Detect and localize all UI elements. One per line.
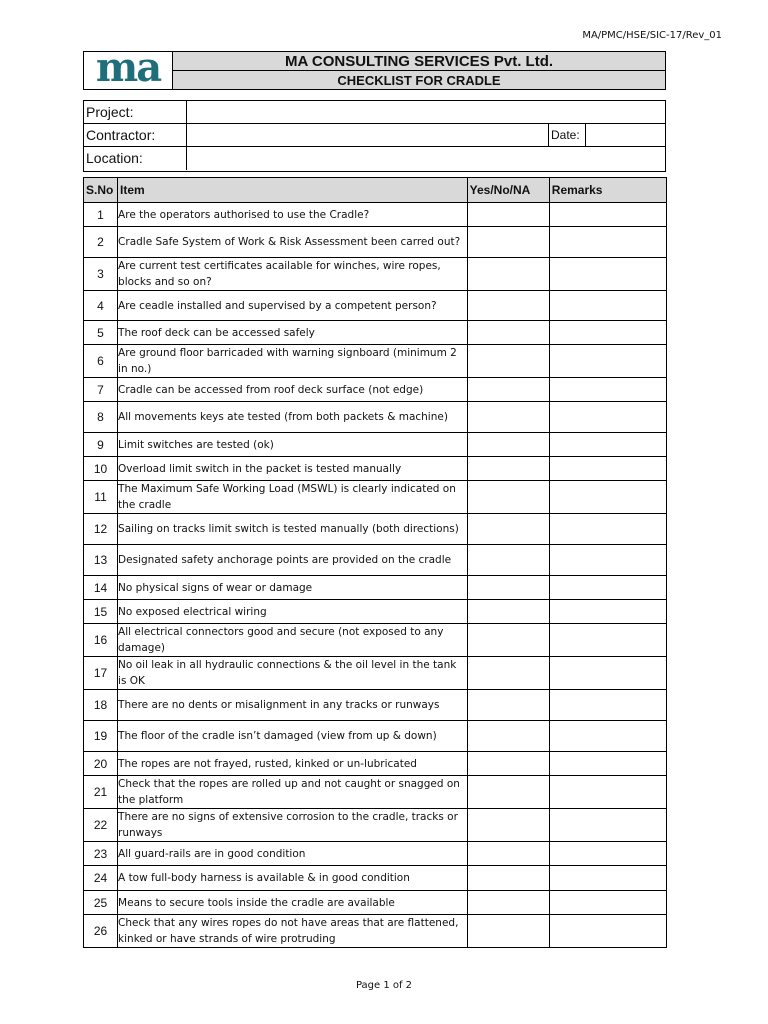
row-yes-no-na-cell[interactable] (467, 203, 549, 227)
row-remarks-cell[interactable] (549, 721, 666, 752)
row-item: The Maximum Safe Working Load (MSWL) is clearly indicated on the cradle (118, 481, 468, 514)
table-row (84, 514, 667, 545)
row-yes-no-na-cell[interactable] (467, 891, 549, 915)
row-yes-no-na-cell[interactable] (467, 866, 549, 891)
date-field[interactable] (586, 124, 665, 146)
company-logo (84, 52, 173, 89)
project-label: Project: (84, 101, 187, 123)
table-row (84, 345, 667, 378)
row-item: Check that any wires ropes do not have areas that are flattened, kinked or have strands of wire protruding (118, 915, 468, 948)
row-sno: 8 (84, 402, 118, 433)
row-item: Cradle can be accessed from roof deck surface (not edge) (118, 378, 468, 402)
row-item: No oil leak in all hydraulic connections & the oil level in the tank is OK (118, 657, 468, 690)
row-remarks-cell[interactable] (549, 600, 666, 624)
row-sno: 19 (84, 721, 118, 752)
row-yes-no-na-cell[interactable] (467, 227, 549, 258)
location-row (84, 147, 665, 170)
table-row (84, 721, 667, 752)
row-sno: 17 (84, 657, 118, 690)
table-row (84, 545, 667, 576)
table-row (84, 891, 667, 915)
row-remarks-cell[interactable] (549, 402, 666, 433)
row-item: There are no signs of extensive corrosion to the cradle, tracks or runways (118, 809, 468, 842)
row-item: A tow full-body harness is available & in good condition (118, 866, 468, 891)
location-label: Location: (84, 147, 187, 170)
row-yes-no-na-cell[interactable] (467, 690, 549, 721)
row-yes-no-na-cell[interactable] (467, 433, 549, 457)
row-remarks-cell[interactable] (549, 657, 666, 690)
row-item: Cradle Safe System of Work & Risk Assessment been carred out? (118, 227, 468, 258)
row-sno: 12 (84, 514, 118, 545)
row-remarks-cell[interactable] (549, 514, 666, 545)
table-row (84, 203, 667, 227)
row-remarks-cell[interactable] (549, 842, 666, 866)
row-sno: 18 (84, 690, 118, 721)
table-row (84, 915, 667, 948)
row-remarks-cell[interactable] (549, 752, 666, 776)
row-sno: 21 (84, 776, 118, 809)
row-yes-no-na-cell[interactable] (467, 721, 549, 752)
table-row (84, 321, 667, 345)
row-item: The floor of the cradle isn’t damaged (view from up & down) (118, 721, 468, 752)
table-row (84, 776, 667, 809)
table-header-row (84, 178, 667, 203)
row-yes-no-na-cell[interactable] (467, 776, 549, 809)
row-yes-no-na-cell[interactable] (467, 481, 549, 514)
row-item: There are no dents or misalignment in any tracks or runways (118, 690, 468, 721)
row-remarks-cell[interactable] (549, 433, 666, 457)
header-sno: S.No (84, 178, 118, 203)
project-row (84, 101, 665, 124)
row-item: Sailing on tracks limit switch is tested manually (both directions) (118, 514, 468, 545)
row-yes-no-na-cell[interactable] (467, 809, 549, 842)
table-row (84, 481, 667, 514)
row-sno: 6 (84, 345, 118, 378)
row-sno: 11 (84, 481, 118, 514)
row-remarks-cell[interactable] (549, 624, 666, 657)
row-remarks-cell[interactable] (549, 576, 666, 600)
row-sno: 25 (84, 891, 118, 915)
row-sno: 26 (84, 915, 118, 948)
row-remarks-cell[interactable] (549, 776, 666, 809)
row-sno: 13 (84, 545, 118, 576)
row-sno: 4 (84, 291, 118, 321)
checklist-table (83, 177, 667, 948)
row-remarks-cell[interactable] (549, 481, 666, 514)
row-remarks-cell[interactable] (549, 203, 666, 227)
logo-text: ma (95, 52, 161, 89)
row-sno: 1 (84, 203, 118, 227)
date-label: Date: (548, 124, 586, 146)
row-sno: 14 (84, 576, 118, 600)
row-item: All electrical connectors good and secure (not exposed to any damage) (118, 624, 468, 657)
row-remarks-cell[interactable] (549, 291, 666, 321)
row-remarks-cell[interactable] (549, 915, 666, 948)
row-sno: 5 (84, 321, 118, 345)
row-item: Means to secure tools inside the cradle are available (118, 891, 468, 915)
row-remarks-cell[interactable] (549, 258, 666, 291)
row-sno: 20 (84, 752, 118, 776)
row-yes-no-na-cell[interactable] (467, 600, 549, 624)
row-sno: 15 (84, 600, 118, 624)
row-yes-no-na-cell[interactable] (467, 258, 549, 291)
table-row (84, 600, 667, 624)
row-yes-no-na-cell[interactable] (467, 915, 549, 948)
project-info-box (83, 100, 666, 172)
row-remarks-cell[interactable] (549, 866, 666, 891)
row-yes-no-na-cell[interactable] (467, 657, 549, 690)
row-remarks-cell[interactable] (549, 457, 666, 481)
table-row (84, 457, 667, 481)
table-row (84, 402, 667, 433)
row-yes-no-na-cell[interactable] (467, 457, 549, 481)
row-sno: 24 (84, 866, 118, 891)
table-row (84, 842, 667, 866)
row-item: The ropes are not frayed, rusted, kinked or un-lubricated (118, 752, 468, 776)
table-row (84, 227, 667, 258)
row-remarks-cell[interactable] (549, 227, 666, 258)
document-header (83, 51, 666, 90)
table-row (84, 576, 667, 600)
table-row (84, 291, 667, 321)
row-item: All guard-rails are in good condition (118, 842, 468, 866)
row-item: Are the operators authorised to use the Cradle? (118, 203, 468, 227)
row-item: Are ground floor barricaded with warning signboard (minimum 2 in no.) (118, 345, 468, 378)
table-row (84, 258, 667, 291)
row-item: Limit switches are tested (ok) (118, 433, 468, 457)
project-field[interactable] (187, 101, 665, 123)
company-name: MA CONSULTING SERVICES Pvt. Ltd. (173, 52, 665, 71)
header-item: Item (118, 178, 468, 203)
row-remarks-cell[interactable] (549, 891, 666, 915)
row-sno: 22 (84, 809, 118, 842)
table-row (84, 378, 667, 402)
row-sno: 16 (84, 624, 118, 657)
row-item: Designated safety anchorage points are provided on the cradle (118, 545, 468, 576)
row-yes-no-na-cell[interactable] (467, 321, 549, 345)
row-item: Check that the ropes are rolled up and not caught or snagged on the platform (118, 776, 468, 809)
row-yes-no-na-cell[interactable] (467, 514, 549, 545)
row-yes-no-na-cell[interactable] (467, 291, 549, 321)
row-sno: 23 (84, 842, 118, 866)
row-remarks-cell[interactable] (549, 809, 666, 842)
row-yes-no-na-cell[interactable] (467, 378, 549, 402)
table-row (84, 752, 667, 776)
table-row (84, 809, 667, 842)
table-row (84, 866, 667, 891)
row-yes-no-na-cell[interactable] (467, 842, 549, 866)
row-item: No exposed electrical wiring (118, 600, 468, 624)
contractor-row (84, 124, 665, 147)
row-item: No physical signs of wear or damage (118, 576, 468, 600)
document-title: CHECKLIST FOR CRADLE (173, 71, 665, 89)
table-row (84, 433, 667, 457)
row-item: Are current test certificates acailable for winches, wire ropes, blocks and so on? (118, 258, 468, 291)
header-yes-no-na: Yes/No/NA (467, 178, 549, 203)
row-item: Overload limit switch in the packet is tested manually (118, 457, 468, 481)
row-remarks-cell[interactable] (549, 378, 666, 402)
row-item: The roof deck can be accessed safely (118, 321, 468, 345)
row-yes-no-na-cell[interactable] (467, 576, 549, 600)
row-remarks-cell[interactable] (549, 545, 666, 576)
title-block (173, 52, 665, 89)
page-number: Page 1 of 2 (355, 980, 413, 991)
row-remarks-cell[interactable] (549, 321, 666, 345)
contractor-label: Contractor: (84, 124, 187, 146)
header-remarks: Remarks (549, 178, 666, 203)
table-row (84, 657, 667, 690)
row-item: All movements keys ate tested (from both packets & machine) (118, 402, 468, 433)
row-yes-no-na-cell[interactable] (467, 545, 549, 576)
row-remarks-cell[interactable] (549, 345, 666, 378)
row-sno: 10 (84, 457, 118, 481)
row-yes-no-na-cell[interactable] (467, 402, 549, 433)
location-field[interactable] (187, 147, 665, 170)
row-remarks-cell[interactable] (549, 690, 666, 721)
row-item: Are ceadle installed and supervised by a competent person? (118, 291, 468, 321)
row-sno: 3 (84, 258, 118, 291)
row-yes-no-na-cell[interactable] (467, 345, 549, 378)
document-code: MA/PMC/HSE/SIC-17/Rev_01 (582, 30, 722, 41)
contractor-field[interactable] (187, 124, 548, 146)
row-yes-no-na-cell[interactable] (467, 752, 549, 776)
table-row (84, 624, 667, 657)
row-yes-no-na-cell[interactable] (467, 624, 549, 657)
row-sno: 2 (84, 227, 118, 258)
row-sno: 7 (84, 378, 118, 402)
table-row (84, 690, 667, 721)
row-sno: 9 (84, 433, 118, 457)
